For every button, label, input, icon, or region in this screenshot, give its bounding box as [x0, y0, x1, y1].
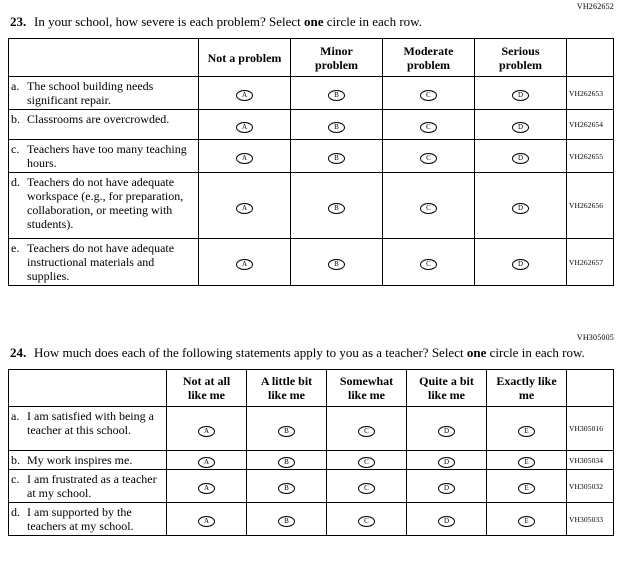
answer-circle[interactable]: B: [328, 153, 345, 164]
column-header-label: Moderate: [403, 43, 454, 58]
answer-circle[interactable]: A: [198, 426, 215, 437]
table-row: [9, 503, 614, 536]
answer-circle[interactable]: A: [236, 122, 253, 133]
row-label: d.: [11, 175, 20, 189]
answer-circle[interactable]: D: [438, 483, 455, 494]
row-statement: Teachers have too many teaching hours.: [27, 142, 187, 170]
question-23-code: VH262652: [576, 2, 614, 11]
row-statement: My work inspires me.: [27, 453, 133, 467]
answer-circle[interactable]: B: [278, 457, 295, 468]
answer-circle[interactable]: D: [438, 426, 455, 437]
table-row: [9, 470, 614, 503]
answer-circle[interactable]: A: [236, 203, 253, 214]
question-number: 23.: [10, 14, 27, 29]
row-statement: The school building needs significant repair.: [27, 79, 154, 107]
row-code: VH305016: [567, 407, 614, 451]
answer-circle[interactable]: D: [512, 259, 529, 270]
answer-circle[interactable]: D: [438, 516, 455, 527]
row-code: VH305032: [567, 470, 614, 503]
question-text-before: In your school, how severe is each problem? Select: [34, 14, 305, 29]
column-header-moderate-problem: Moderate problem: [383, 39, 475, 77]
answer-circle[interactable]: C: [358, 483, 375, 494]
answer-circle[interactable]: A: [198, 516, 215, 527]
empty-header-cell: [9, 370, 167, 407]
header-row: [9, 39, 614, 77]
table-row: [9, 77, 614, 110]
column-header-label: Somewhat: [339, 374, 394, 388]
answer-circle[interactable]: C: [420, 122, 437, 133]
row-label: b.: [11, 453, 20, 467]
answer-circle[interactable]: B: [278, 483, 295, 494]
empty-header-cell: [9, 39, 199, 77]
column-header-label: Not a problem: [207, 50, 282, 65]
answer-circle[interactable]: C: [420, 203, 437, 214]
answer-circle[interactable]: C: [420, 153, 437, 164]
question-number: 24.: [10, 345, 27, 360]
column-header-label: Minor: [320, 43, 353, 58]
answer-circle[interactable]: E: [518, 483, 535, 494]
row-label: d.: [11, 505, 20, 519]
answer-circle[interactable]: E: [518, 426, 535, 437]
answer-circle[interactable]: A: [236, 90, 253, 101]
question-text: [34, 14, 614, 29]
answer-circle[interactable]: E: [518, 516, 535, 527]
answer-table-24: [8, 369, 614, 536]
row-label: c.: [11, 472, 20, 486]
answer-circle[interactable]: D: [512, 90, 529, 101]
answer-circle[interactable]: B: [328, 90, 345, 101]
question-text-before: How much does each of the following statements apply to you as a teacher? Select: [34, 345, 467, 360]
answer-circle[interactable]: A: [198, 483, 215, 494]
answer-circle[interactable]: D: [512, 153, 529, 164]
row-statement: Teachers do not have adequate instructional materials and supplies.: [27, 241, 175, 283]
column-header-label: A little bit: [260, 374, 313, 388]
column-header-label: Exactly like: [496, 374, 557, 388]
answer-circle[interactable]: A: [236, 153, 253, 164]
column-header-minor-problem: Minor problem: [291, 39, 383, 77]
question-text-bold: one: [304, 14, 324, 29]
answer-circle[interactable]: B: [278, 426, 295, 437]
column-header-label: Serious: [501, 43, 540, 58]
column-header-not-at-all: Not at all like me: [167, 370, 247, 407]
answer-circle[interactable]: E: [518, 457, 535, 468]
question-text-after: circle in each row.: [486, 345, 585, 360]
answer-circle[interactable]: D: [512, 203, 529, 214]
table-row: [9, 451, 614, 470]
question-23-section: [8, 2, 614, 286]
question-text-after: circle in each row.: [323, 14, 422, 29]
row-code: VH262655: [567, 140, 614, 173]
row-code: VH262654: [567, 110, 614, 140]
answer-circle[interactable]: A: [236, 259, 253, 270]
row-label: c.: [11, 142, 20, 156]
question-23-prompt: [10, 14, 614, 29]
answer-circle[interactable]: B: [278, 516, 295, 527]
table-row: [9, 110, 614, 140]
row-statement: I am satisfied with being a teacher at this school.: [27, 409, 154, 437]
row-label: a.: [11, 409, 20, 423]
answer-circle[interactable]: C: [358, 457, 375, 468]
answer-circle[interactable]: C: [358, 516, 375, 527]
answer-circle[interactable]: B: [328, 259, 345, 270]
column-header-label: Quite a bit: [419, 374, 474, 388]
answer-circle[interactable]: C: [358, 426, 375, 437]
row-code: VH305034: [567, 451, 614, 470]
empty-code-header-cell: [567, 39, 614, 77]
question-text: [34, 345, 614, 360]
empty-code-header-cell: [567, 370, 614, 407]
column-header-somewhat: Somewhat like me: [327, 370, 407, 407]
column-header-quite-a-bit: Quite a bit like me: [407, 370, 487, 407]
question-24-code: VH305005: [576, 333, 614, 342]
question-24-prompt: [10, 345, 614, 360]
answer-table-23: [8, 38, 614, 286]
answer-circle[interactable]: A: [198, 457, 215, 468]
table-row: [9, 407, 614, 451]
answer-circle[interactable]: D: [438, 457, 455, 468]
column-header-not-a-problem: [199, 39, 291, 77]
row-statement: Classrooms are overcrowded.: [27, 112, 170, 126]
column-header-a-little-bit: A little bit like me: [247, 370, 327, 407]
row-label: a.: [11, 79, 20, 93]
row-code: VH262657: [567, 239, 614, 286]
row-statement: I am supported by the teachers at my school.: [27, 505, 134, 533]
answer-circle[interactable]: B: [328, 203, 345, 214]
question-24-section: [8, 333, 614, 536]
answer-circle[interactable]: C: [420, 90, 437, 101]
table-row: [9, 173, 614, 239]
row-statement: Teachers do not have adequate workspace (e.g., for preparation, collaboration, or meeting with students).: [27, 175, 184, 231]
table-row: [9, 239, 614, 286]
answer-circle[interactable]: B: [328, 122, 345, 133]
question-text-bold: one: [466, 345, 487, 360]
column-header-exactly-like-me: Exactly like me: [487, 370, 567, 407]
column-header-serious-problem: Serious problem: [475, 39, 567, 77]
header-row: [9, 370, 614, 407]
row-code: VH262653: [567, 77, 614, 110]
table-row: [9, 140, 614, 173]
column-header-label: Not at all: [182, 374, 231, 388]
answer-circle[interactable]: D: [512, 122, 529, 133]
row-label: b.: [11, 112, 20, 126]
row-code: VH305033: [567, 503, 614, 536]
row-statement: I am frustrated as a teacher at my school.: [27, 472, 157, 500]
row-label: e.: [11, 241, 20, 255]
row-code: VH262656: [567, 173, 614, 239]
answer-circle[interactable]: C: [420, 259, 437, 270]
